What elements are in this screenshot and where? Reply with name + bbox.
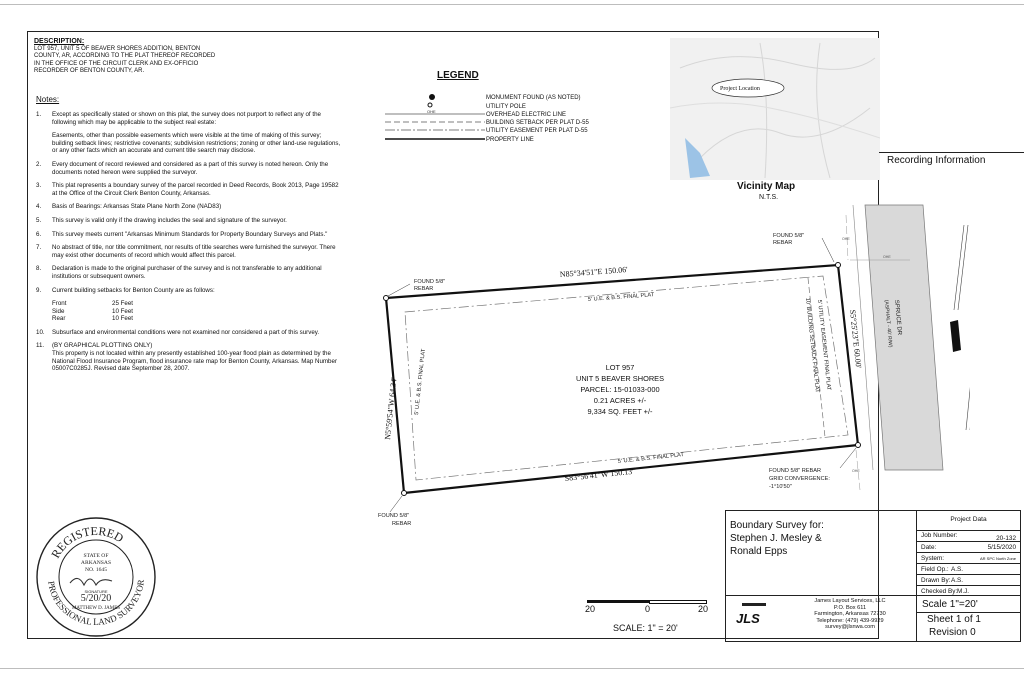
leader-line	[390, 496, 402, 512]
recording-info-rule	[879, 152, 1024, 153]
sheet-number: Sheet 1 of 1	[927, 614, 981, 625]
vicinity-map-streets	[670, 38, 880, 180]
lot-info-line: 9,334 SQ. FEET +/-	[587, 407, 653, 416]
scale-label: SCALE: 1" = 20'	[613, 623, 678, 633]
note-item	[36, 244, 342, 259]
survey-plat	[370, 200, 970, 530]
notes-list	[36, 111, 342, 379]
client-name: Stephen J. Mesley &	[730, 533, 822, 544]
legend-item: OVERHEAD ELECTRIC LINE	[486, 112, 567, 118]
note-item	[36, 342, 342, 372]
description-line: COUNTY, AR, ACCORDING TO THE PLAT THEREOF RECORDED	[34, 53, 216, 60]
company-line: James Layout Services, LLC	[814, 598, 886, 604]
ohe-label: OHE	[427, 109, 436, 114]
lot-info	[576, 363, 664, 416]
field-label: Date:	[921, 544, 937, 551]
road-strip	[865, 205, 943, 470]
note-item	[36, 161, 342, 176]
rebar-label: FOUND 5/8" REBAR	[769, 468, 822, 474]
easement-label: 5' U.E. & B.S. FINAL PLAT	[617, 452, 685, 465]
note-number: 7.	[36, 244, 42, 252]
description-line: LOT 957, UNIT 5 OF BEAVER SHORES ADDITION, BENTON	[34, 46, 201, 52]
note-number: 6.	[36, 230, 42, 238]
company-line: Telephone: (479) 439-9929	[816, 617, 884, 624]
ohe-label: OHE	[883, 255, 891, 259]
scale-bar-right: 20	[698, 604, 709, 614]
rebar-label: FOUND 5/8"	[773, 233, 805, 239]
field-value: 5/15/2020	[987, 544, 1016, 551]
description-line: IN THE OFFICE OF THE CIRCUIT CLERK AND EX-OFFICIO	[34, 60, 199, 67]
setback-label: Front	[52, 300, 67, 308]
notes-title: Notes:	[36, 95, 60, 104]
legend-item: UTILITY EASEMENT PER PLAT D-55	[486, 128, 588, 134]
utility-pole-icon	[428, 103, 432, 107]
field-label: Field Op.:	[921, 566, 949, 573]
rebar-label: FOUND 5/8"	[414, 279, 446, 285]
seal-date: 5/20/20	[80, 593, 112, 604]
note-number: 5.	[36, 216, 42, 224]
bearing-west: N5°59'54"W 64.34'	[383, 377, 399, 441]
field-value: A.S.	[951, 566, 964, 573]
note-text: No abstract of title, nor title commitment, nor results of title searches were furnished the surveyor. There may exist other documents of record which would affect this parcel.	[52, 244, 336, 259]
scale-bar-left: 20	[585, 604, 596, 614]
setback-table	[52, 300, 342, 323]
field-value: A.S.	[951, 577, 964, 584]
company-line: Farmington, Arkansas 72730	[814, 611, 886, 618]
field-value: AR SPC North Zone	[979, 556, 1016, 561]
project-data-box	[917, 510, 1021, 596]
client-name: Ronald Epps	[730, 546, 788, 557]
note-number: 4.	[36, 203, 42, 211]
seal-top-textpath: REGISTERED	[48, 523, 126, 561]
note-text: Declaration is made to the original purchaser of the survey and is not transferable to any additional institutions or subsequent owners.	[52, 265, 322, 280]
monument-icon	[402, 491, 407, 496]
vicinity-map-title: Vicinity Map	[737, 181, 796, 192]
field-label: Job Number:	[921, 532, 958, 539]
bottom-rule	[0, 668, 1024, 669]
setback-value: 25 Feet	[112, 300, 133, 308]
road-name: SPRUCE DR	[893, 299, 903, 336]
logo-text: JLS	[736, 611, 760, 626]
top-rule	[0, 4, 1024, 5]
survey-heading: Boundary Survey for:	[730, 520, 824, 531]
rebar-label: GRID CONVERGENCE:	[769, 476, 830, 482]
bearing-east: S5°25'23"E 60.00'	[848, 309, 864, 369]
note-text: This plat represents a boundary survey of the parcel recorded in Deed Records, Book 2013, Page 19582 at the Office of the Circuit Clerk Benton County, Arkansas.	[52, 182, 339, 197]
company-line: P.O. Box 611	[833, 604, 867, 611]
monument-icon	[856, 443, 861, 448]
note-number: 11.	[36, 342, 45, 350]
note-text: Subsurface and environmental conditions were not examined nor considered a part of this survey.	[52, 328, 320, 336]
note-item	[36, 217, 342, 225]
ohe-label: OHE	[842, 237, 850, 241]
lot-info-line: UNIT 5 BEAVER SHORES	[575, 374, 665, 383]
note-text: This survey is valid only if the drawing includes the seal and signature of the surveyor.	[52, 216, 287, 224]
note-item	[36, 182, 342, 197]
easement-label: 5' U.E. & B.S. FINAL PLAT	[587, 292, 655, 303]
monument-icon	[384, 296, 389, 301]
field-value: M.J.	[957, 588, 970, 595]
note-item	[36, 287, 342, 323]
note-number: 2.	[36, 160, 42, 168]
leader-line	[840, 448, 856, 468]
title-block	[725, 510, 1021, 642]
legend-item: BUILDING SETBACK PER PLAT D-55	[486, 120, 589, 126]
note-text: (BY GRAPHICAL PLOTTING ONLY)	[52, 342, 153, 350]
setback-label: 10' BUILDING SETBACK FINAL PLAT	[804, 297, 820, 393]
setback-label: Rear	[52, 315, 66, 323]
monument-icon	[836, 263, 841, 268]
easement-label: 5' UTILITY EASEMENT FINAL PLAT	[816, 299, 832, 391]
legend-item: UTILITY POLE	[486, 104, 526, 110]
ohe-label: OHE	[852, 469, 860, 473]
revision-number: Revision 0	[929, 627, 976, 638]
field-label: System:	[921, 555, 945, 562]
seal-surveyor-name: MATTHEW D. JAMES	[71, 606, 121, 611]
note-text: This survey meets current "Arkansas Minimum Standards for Property Boundary Surveys and Plats."	[52, 230, 328, 238]
surveyor-seal	[34, 515, 158, 639]
client-box	[725, 510, 917, 596]
lot-info-line: 0.21 ACRES +/-	[593, 396, 647, 405]
legend-item: PROPERTY LINE	[486, 137, 534, 143]
legend-symbols	[385, 92, 485, 154]
bearing-north: N85°34'51"E 150.06'	[559, 265, 628, 279]
vicinity-map-scale: N.T.S.	[759, 194, 779, 201]
note-number: 8.	[36, 265, 42, 273]
rebar-label: -1°10'50"	[769, 484, 792, 490]
note-item	[36, 111, 342, 155]
note-item	[36, 265, 342, 280]
note-text: Except as specifically stated or shown on this plat, the survey does not purport to reflect any of the following which may be applicable to the subject real estate:	[52, 111, 321, 126]
project-data-title: Project Data	[950, 516, 987, 523]
note-subtext: Easements, other than possible easements which were visible at the time of making of this survey; building setback lines; restrictive covenants; subdivision restrictions; zoning or other land-use regulations, or any other facts which an accurate and current title search may disclose.	[52, 132, 341, 155]
lot-info-line: PARCEL: 15-01033-000	[580, 385, 660, 394]
field-value: 20-132	[996, 535, 1016, 542]
seal-state-line: ARKANSAS	[80, 560, 112, 566]
note-text: Every document of record reviewed and considered as a part of this survey is noted hereon. Only the documents noted hereon were supplied the surveyor.	[52, 160, 329, 176]
field-label: Drawn By:	[921, 577, 951, 584]
note-subtext: This property is not located within any presently established 100-year flood plain as determined by the National Flood Insurance Program, flood insurance rate map for Benton County, Arkansas. Map Number 05007C0285J. Revised date September 28, 2007.	[52, 350, 337, 373]
lot-info-line: LOT 957	[605, 363, 635, 372]
north-arrow-icon	[950, 225, 970, 430]
company-line: survey@jlsnwa.com	[825, 624, 875, 631]
description-line: RECORDER OF BENTON COUNTY, AR.	[34, 68, 145, 75]
project-location-label: Project Location	[720, 86, 760, 92]
setback-value: 10 Feet	[112, 315, 133, 323]
road-surface-label: (ASPHALT - 40' R/W)	[883, 299, 894, 348]
note-number: 3.	[36, 182, 42, 190]
rebar-label: REBAR	[414, 286, 434, 292]
seal-signature-label: SIGNATURE	[84, 589, 108, 594]
rebar-label: REBAR	[392, 521, 412, 527]
note-number: 10.	[36, 328, 45, 336]
description-text	[34, 46, 264, 76]
setback-value: 10 Feet	[112, 307, 133, 315]
seal-state-line: NO. 1645	[84, 567, 108, 573]
note-text: Basis of Bearings: Arkansas State Plane North Zone (NAD83)	[52, 203, 222, 211]
legend-title: LEGEND	[437, 70, 479, 81]
legend-item: MONUMENT FOUND (AS NOTED)	[486, 95, 581, 101]
monument-icon	[429, 94, 435, 100]
company-address	[788, 598, 912, 631]
sheet-info-box	[917, 596, 1021, 642]
recording-info-title: Recording Information	[887, 155, 986, 166]
rebar-label: REBAR	[773, 240, 793, 246]
company-box	[725, 596, 917, 642]
seal-bottom-textpath: PROFESSIONAL LAND SURVEYOR	[46, 578, 146, 628]
note-item	[36, 231, 342, 239]
signature-mark	[70, 578, 112, 585]
rebar-label: FOUND 5/8"	[378, 513, 410, 519]
drawing-scale: Scale 1"=20'	[922, 599, 978, 610]
note-number: 1.	[36, 111, 42, 118]
description-title: DESCRIPTION:	[34, 38, 85, 45]
scale-bar-mid: 0	[645, 604, 651, 614]
note-item	[36, 329, 342, 337]
note-number: 9.	[36, 286, 42, 294]
vicinity-map	[670, 38, 880, 180]
note-text: Current building setbacks for Benton County are as follows:	[52, 286, 215, 294]
leader-line	[822, 238, 834, 262]
scale-bar	[585, 596, 709, 614]
seal-state-line: STATE OF	[83, 553, 109, 559]
company-logo	[736, 603, 770, 631]
field-label: Checked By:	[921, 588, 958, 595]
note-item	[36, 203, 342, 211]
lake-shape	[685, 138, 710, 178]
setback-label: Side	[52, 307, 65, 315]
leader-line	[388, 284, 410, 296]
bearing-south: S83°56'41"W 150.13'	[564, 466, 635, 483]
logo-bar	[742, 603, 766, 606]
easement-label: 5' U.E. & B.S. FINAL PLAT	[414, 348, 427, 416]
